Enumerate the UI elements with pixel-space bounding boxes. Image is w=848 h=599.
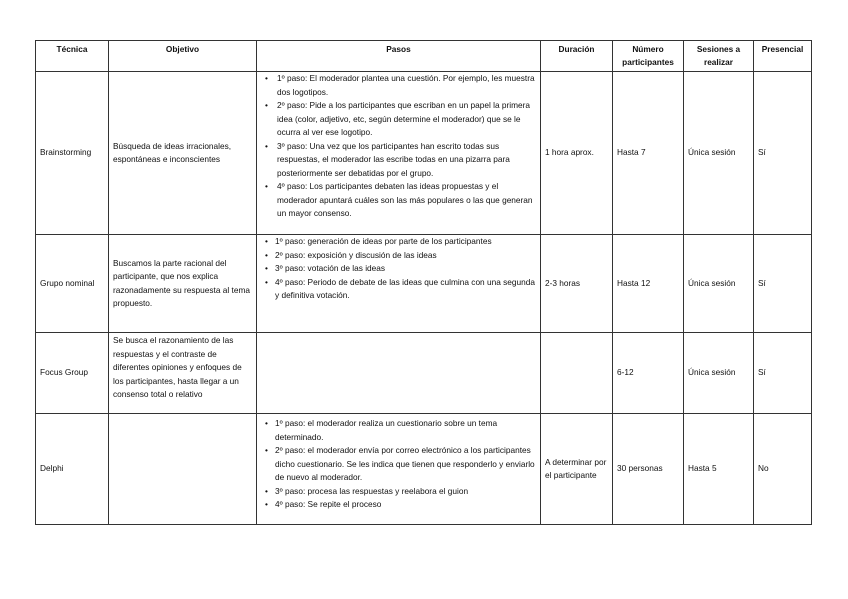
steps-list: [265, 72, 536, 221]
cell-sesiones: Única sesión: [684, 333, 754, 414]
cell-tecnica: Grupo nominal: [36, 235, 109, 333]
cell-sesiones: Única sesión: [684, 72, 754, 235]
step-item: • 4º paso: Los participantes debaten las ideas propuestas y el moderador apuntará cuáles son las más populares o las que generan un mayor consenso.: [265, 180, 536, 221]
header-sesiones: Sesiones a realizar: [684, 41, 754, 72]
step-item: • 1º paso: generación de ideas por parte de los participantes: [265, 235, 536, 249]
header-duracion: Duración: [541, 41, 613, 72]
cell-duracion: [541, 333, 613, 414]
cell-presencial: Sí: [754, 235, 812, 333]
cell-pasos: [257, 414, 541, 525]
steps-list: [265, 417, 536, 512]
step-item: • 1º paso: el moderador realiza un cuestionario sobre un tema determinado.: [265, 417, 536, 444]
cell-tecnica: Brainstorming: [36, 72, 109, 235]
cell-pasos: [257, 72, 541, 235]
cell-tecnica: Delphi: [36, 414, 109, 525]
header-objetivo: Objetivo: [109, 41, 257, 72]
cell-presencial: Sí: [754, 72, 812, 235]
step-item: • 2º paso: el moderador envía por correo electrónico a los participantes dicho cuestionario. Se les indica que tienen que responderlo y enviarlo de nuevo al moderador.: [265, 444, 536, 485]
table-row: [36, 414, 812, 525]
table-row: [36, 333, 812, 414]
step-item: • 3º paso: votación de las ideas: [265, 262, 536, 276]
cell-duracion: 2-3 horas: [541, 235, 613, 333]
cell-objetivo: [109, 414, 257, 525]
cell-numero: 30 personas: [613, 414, 684, 525]
header-pasos: Pasos: [257, 41, 541, 72]
header-tecnica: Técnica: [36, 41, 109, 72]
header-presencial: Presencial: [754, 41, 812, 72]
step-item: • 4º paso: Se repite el proceso: [265, 498, 536, 512]
cell-objetivo: Se busca el razonamiento de las respuestas y el contraste de diferentes opiniones y enfoques de los participantes, hasta llegar a un consenso total o relativo: [109, 333, 257, 414]
table-row: [36, 235, 812, 333]
cell-pasos: [257, 235, 541, 333]
header-numero-participantes: Número participantes: [613, 41, 684, 72]
cell-duracion: A determinar por el participante: [541, 414, 613, 525]
cell-tecnica: Focus Group: [36, 333, 109, 414]
step-item: • 4º paso: Periodo de debate de las ideas que culmina con una segunda y definitiva votación.: [265, 276, 536, 303]
steps-list: [265, 235, 536, 303]
cell-sesiones: Única sesión: [684, 235, 754, 333]
step-item: • 3º paso: procesa las respuestas y reelabora el guion: [265, 485, 536, 499]
cell-numero: 6-12: [613, 333, 684, 414]
cell-numero: Hasta 12: [613, 235, 684, 333]
cell-pasos: [257, 333, 541, 414]
cell-duracion: 1 hora aprox.: [541, 72, 613, 235]
cell-numero: Hasta 7: [613, 72, 684, 235]
table-row: [36, 72, 812, 235]
cell-sesiones: Hasta 5: [684, 414, 754, 525]
step-item: • 2º paso: Pide a los participantes que escriban en un papel la primera idea (color, adjetivo, etc, según determine el moderador) que se le ocurra al ver ese logotipo.: [265, 99, 536, 140]
techniques-table: [35, 40, 812, 525]
step-item: • 3º paso: Una vez que los participantes han escrito todas sus respuestas, el moderador las escribe todas en una pizarra para posteriormente ser debatidas por el grupo.: [265, 140, 536, 181]
step-item: • 2º paso: exposición y discusión de las ideas: [265, 249, 536, 263]
cell-objetivo: Buscamos la parte racional del participante, que nos explica razonadamente su respuesta al tema propuesto.: [109, 235, 257, 333]
cell-presencial: Sí: [754, 333, 812, 414]
step-item: • 1º paso: El moderador plantea una cuestión. Por ejemplo, les muestra dos logotipos.: [265, 72, 536, 99]
cell-presencial: No: [754, 414, 812, 525]
cell-objetivo: Búsqueda de ideas irracionales, espontáneas e inconscientes: [109, 72, 257, 235]
header-row: [36, 41, 812, 72]
